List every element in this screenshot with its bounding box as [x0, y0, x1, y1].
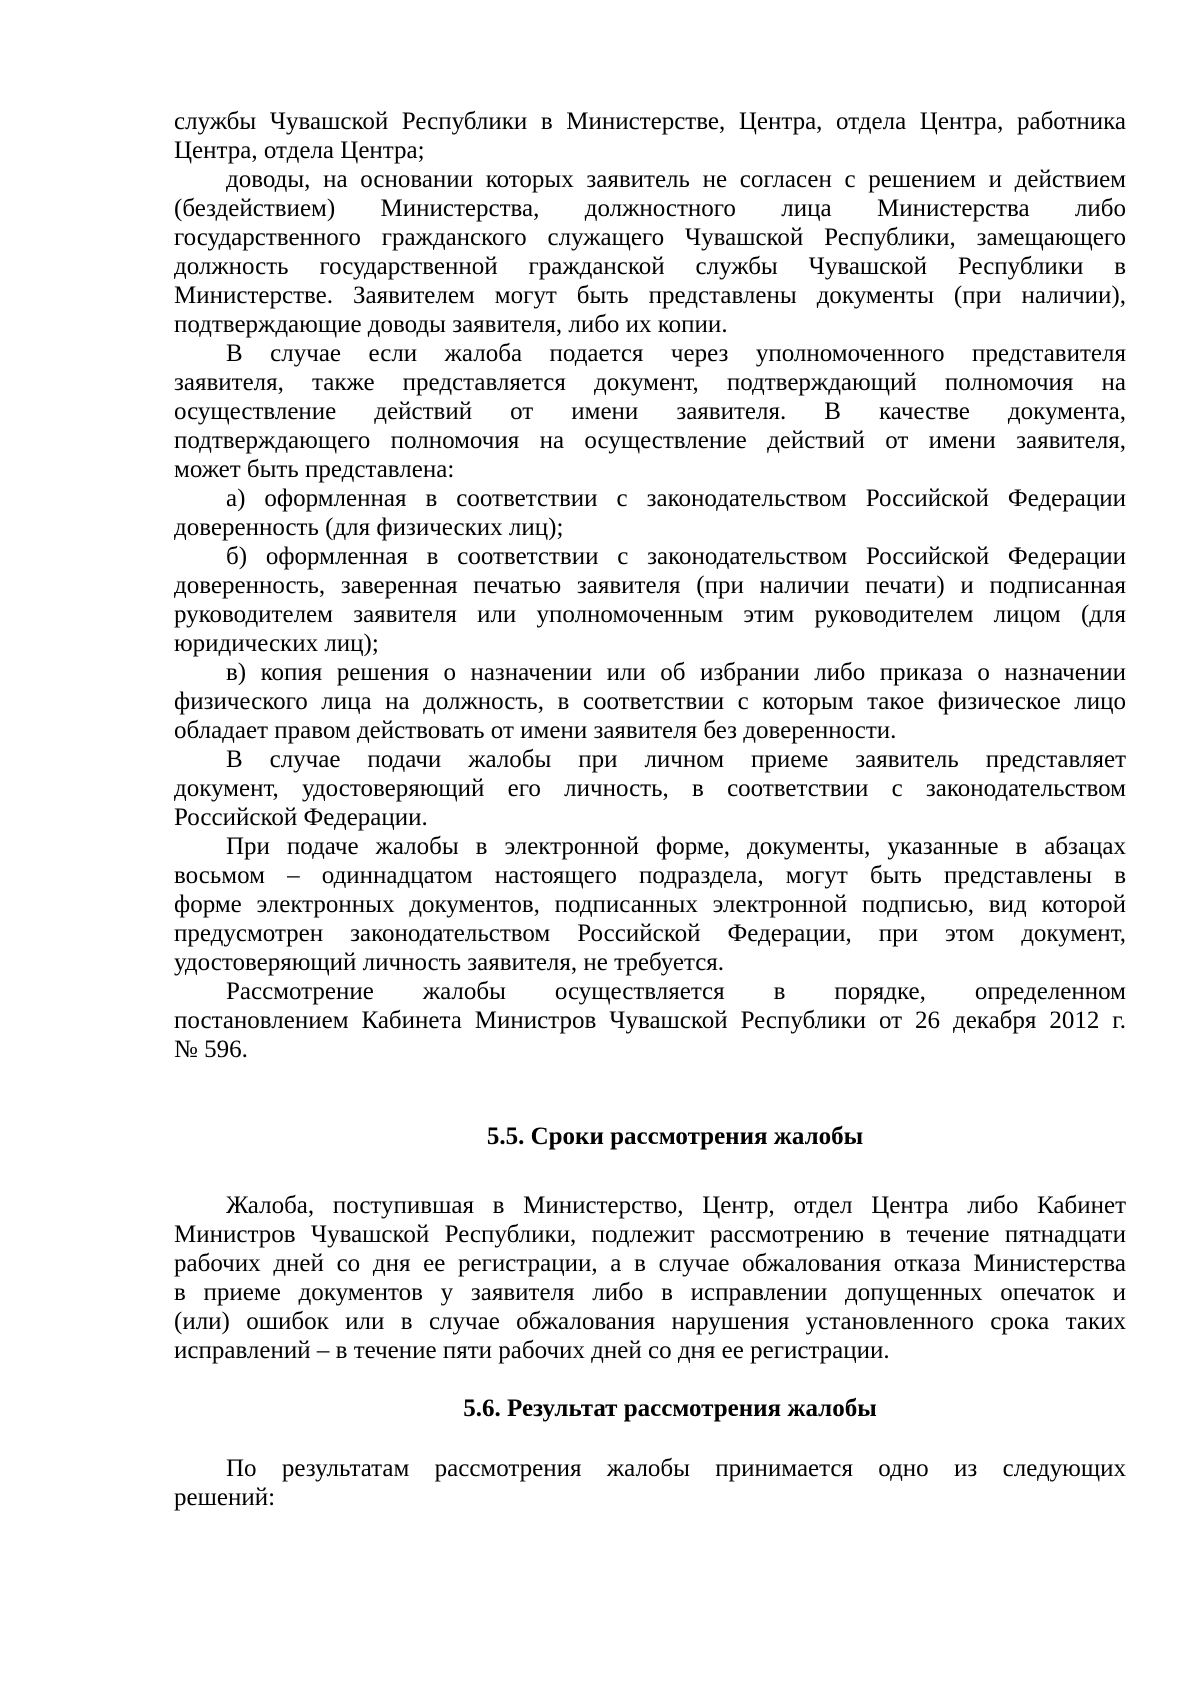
text-line: службы Чувашской Республики в Министерстве, Центра, отдела Центра, работника [174, 108, 1126, 135]
text-line: обладает правом действовать от имени заявителя без доверенности. [174, 717, 897, 744]
text-line: По результатам рассмотрения жалобы принимается одно из следующих [226, 1455, 1126, 1482]
text-line: постановлением Кабинета Министров Чувашской Республики от 26 декабря 2012 г. [174, 1007, 1126, 1034]
text-line: доверенность, заверенная печатью заявителя (при наличии печати) и подписанная [174, 572, 1126, 599]
section-heading-5-5: 5.5. Сроки рассмотрения жалобы [486, 1123, 864, 1150]
text-line: руководителем заявителя или уполномоченным этим руководителем лицом (для [174, 601, 1126, 628]
text-line: должность государственной гражданской службы Чувашской Республики в [174, 253, 1126, 280]
text-line: форме электронных документов, подписанных электронной подписью, вид которой [174, 891, 1126, 918]
text-line: В случае если жалоба подается через уполномоченного представителя [226, 340, 1126, 367]
text-line: В случае подачи жалобы при личном приеме заявитель представляет [226, 746, 1126, 773]
text-line: (бездействием) Министерства, должностного лица Министерства либо [174, 195, 1126, 222]
text-line: Центра, отдела Центра; [174, 137, 425, 164]
text-line: исправлений – в течение пяти рабочих дней со дня ее регистрации. [174, 1337, 890, 1364]
text-line: б) оформленная в соответствии с законодательством Российской Федерации [226, 543, 1126, 570]
text-line: Российской Федерации. [174, 804, 428, 831]
text-line: Рассмотрение жалобы осуществляется в порядке, определенном [226, 978, 1126, 1005]
section-heading-5-6: 5.6. Результат рассмотрения жалобы [463, 1395, 877, 1422]
text-line: а) оформленная в соответствии с законодательством Российской Федерации [226, 485, 1126, 512]
text-line: предусмотрен законодательством Российской Федерации, при этом документ, [174, 920, 1126, 947]
text-line: удостоверяющий личность заявителя, не требуется. [174, 949, 725, 976]
text-line: осуществление действий от имени заявителя. В качестве документа, [174, 398, 1126, 425]
text-line: При подаче жалобы в электронной форме, документы, указанные в абзацах [226, 833, 1126, 860]
text-line: подтверждающего полномочия на осуществление действий от имени заявителя, [174, 427, 1126, 454]
text-line: Министерстве. Заявителем могут быть представлены документы (при наличии), [174, 282, 1126, 309]
text-line: восьмом – одиннадцатом настоящего подраздела, могут быть представлены в [174, 862, 1126, 889]
text-line: № 596. [174, 1036, 248, 1063]
text-line: доверенность (для физических лиц); [174, 514, 564, 541]
text-line: документ, удостоверяющий его личность, в соответствии с законодательством [174, 775, 1126, 802]
text-line: государственного гражданского служащего Чувашской Республики, замещающего [174, 224, 1126, 251]
text-line: (или) ошибок или в случае обжалования нарушения установленного срока таких [174, 1308, 1126, 1335]
text-line: решений: [174, 1484, 276, 1511]
text-line: доводы, на основании которых заявитель не согласен с решением и действием [226, 166, 1126, 193]
text-line: юридических лиц); [174, 630, 379, 657]
text-line: в) копия решения о назначении или об избрании либо приказа о назначении [226, 659, 1126, 686]
text-line: Жалоба, поступившая в Министерство, Центр, отдел Центра либо Кабинет [226, 1192, 1126, 1219]
text-line: рабочих дней со дня ее регистрации, а в случае обжалования отказа Министерства [174, 1250, 1126, 1277]
text-line: в приеме документов у заявителя либо в исправлении допущенных опечаток и [174, 1279, 1126, 1306]
text-line: подтверждающие доводы заявителя, либо их копии. [174, 311, 728, 338]
text-line: может быть представлена: [174, 456, 455, 483]
text-line: Министров Чувашской Республики, подлежит рассмотрению в течение пятнадцати [174, 1221, 1126, 1248]
text-line: физического лица на должность, в соответствии с которым такое физическое лицо [174, 688, 1126, 715]
text-line: заявителя, также представляется документ, подтверждающий полномочия на [174, 369, 1126, 396]
